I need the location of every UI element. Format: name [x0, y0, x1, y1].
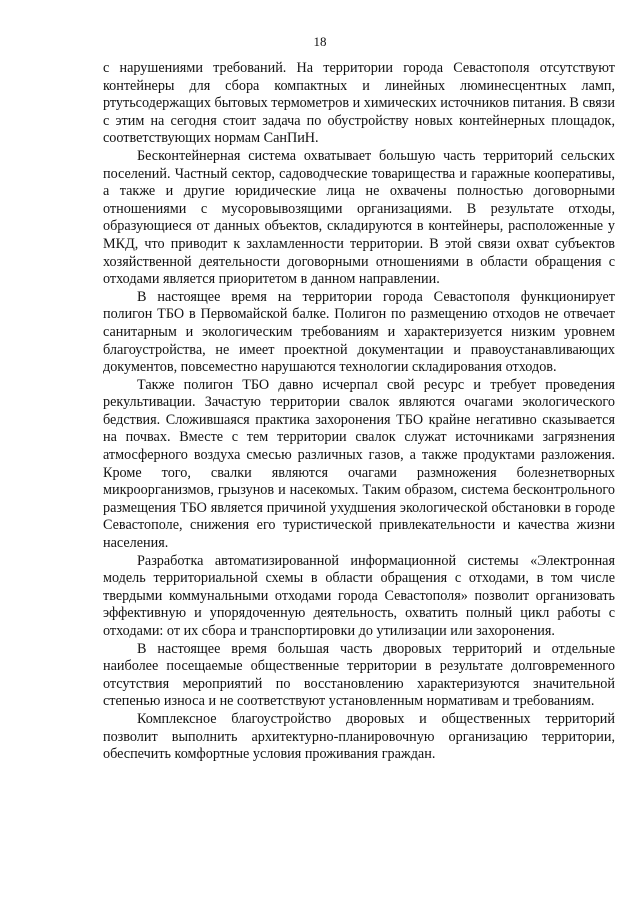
paragraph-yard-territories: В настоящее время большая часть дворовых территорий и отдельные наиболее посещаемые общественные территории в результате долговременного отсутствия мероприятий по восстановлению характеризуются значительной степенью износа и не соответствуют установленным нормативам и требованиям.	[103, 640, 615, 710]
paragraph-containerless-system: Бесконтейнерная система охватывает большую часть территорий сельских поселений. Частный сектор, садоводческие товарищества и гаражные кооперативы, а также и другие юридические лица не охвачены полностью договорными отношениями с мусоровывозящими организациями. В результате отходы, образующиеся от данных объектов, складируются в контейнеры, расположенные у МКД, что приводит к захламленности территории. В этой связи охват субъектов хозяйственной деятельности договорными отношениями в области обращения с отходами является приоритетом в данном направлении.	[103, 147, 615, 288]
paragraph-landfill-reclamation: Также полигон ТБО давно исчерпал свой ресурс и требует проведения рекультивации. Зачастую территории свалок являются очагами экологического бедствия. Сложившаяся практика захоронения ТБО крайне негативно сказывается на почвах. Вместе с тем территории свалок служат источниками загрязнения атмосферного воздуха смесью различных газов, а также продуктами разложения. Кроме того, свалки являются очагами размножения болезнетворных микроорганизмов, грызунов и насекомых. Таким образом, система бесконтрольного размещения ТБО является причиной ухудшения экологической обстановки в городе Севастополе, снижения его туристической привлекательности и качества жизни населения.	[103, 376, 615, 552]
paragraph-continuation: с нарушениями требований. На территории города Севастополя отсутствуют контейнеры для сбора компактных и линейных люминесцентных ламп, ртутьсодержащих бытовых термометров и химических источников питания. В связи с этим на сегодня стоит задача по обустройству новых контейнерных площадок, соответствующих нормам СанПиН.	[103, 60, 615, 147]
page-number: 18	[313, 34, 327, 49]
paragraph-information-system: Разработка автоматизированной информационной системы «Электронная модель территориальной схемы в области обращения с отходами, в том числе твердыми коммунальными отходами города Севастополя» позволит организовать эффективную и упорядоченную деятельность, охватить полный цикл работы с отходами: от их сбора и транспортировки до утилизации или захоронения.	[103, 552, 615, 639]
paragraph-complex-improvement: Комплексное благоустройство дворовых и общественных территорий позволит выполнить архитектурно-планировочную организацию территории, обеспечить комфортные условия проживания граждан.	[103, 710, 615, 763]
document-body	[103, 60, 615, 764]
paragraph-landfill-status: В настоящее время на территории города Севастополя функционирует полигон ТБО в Первомайской балке. Полигон по размещению отходов не отвечает санитарным и экологическим требованиям и характеризуется низким уровнем благоустройства, не имеет проектной документации и правоустанавливающих документов, повсеместно нарушаются технологии складирования отходов.	[103, 288, 615, 376]
